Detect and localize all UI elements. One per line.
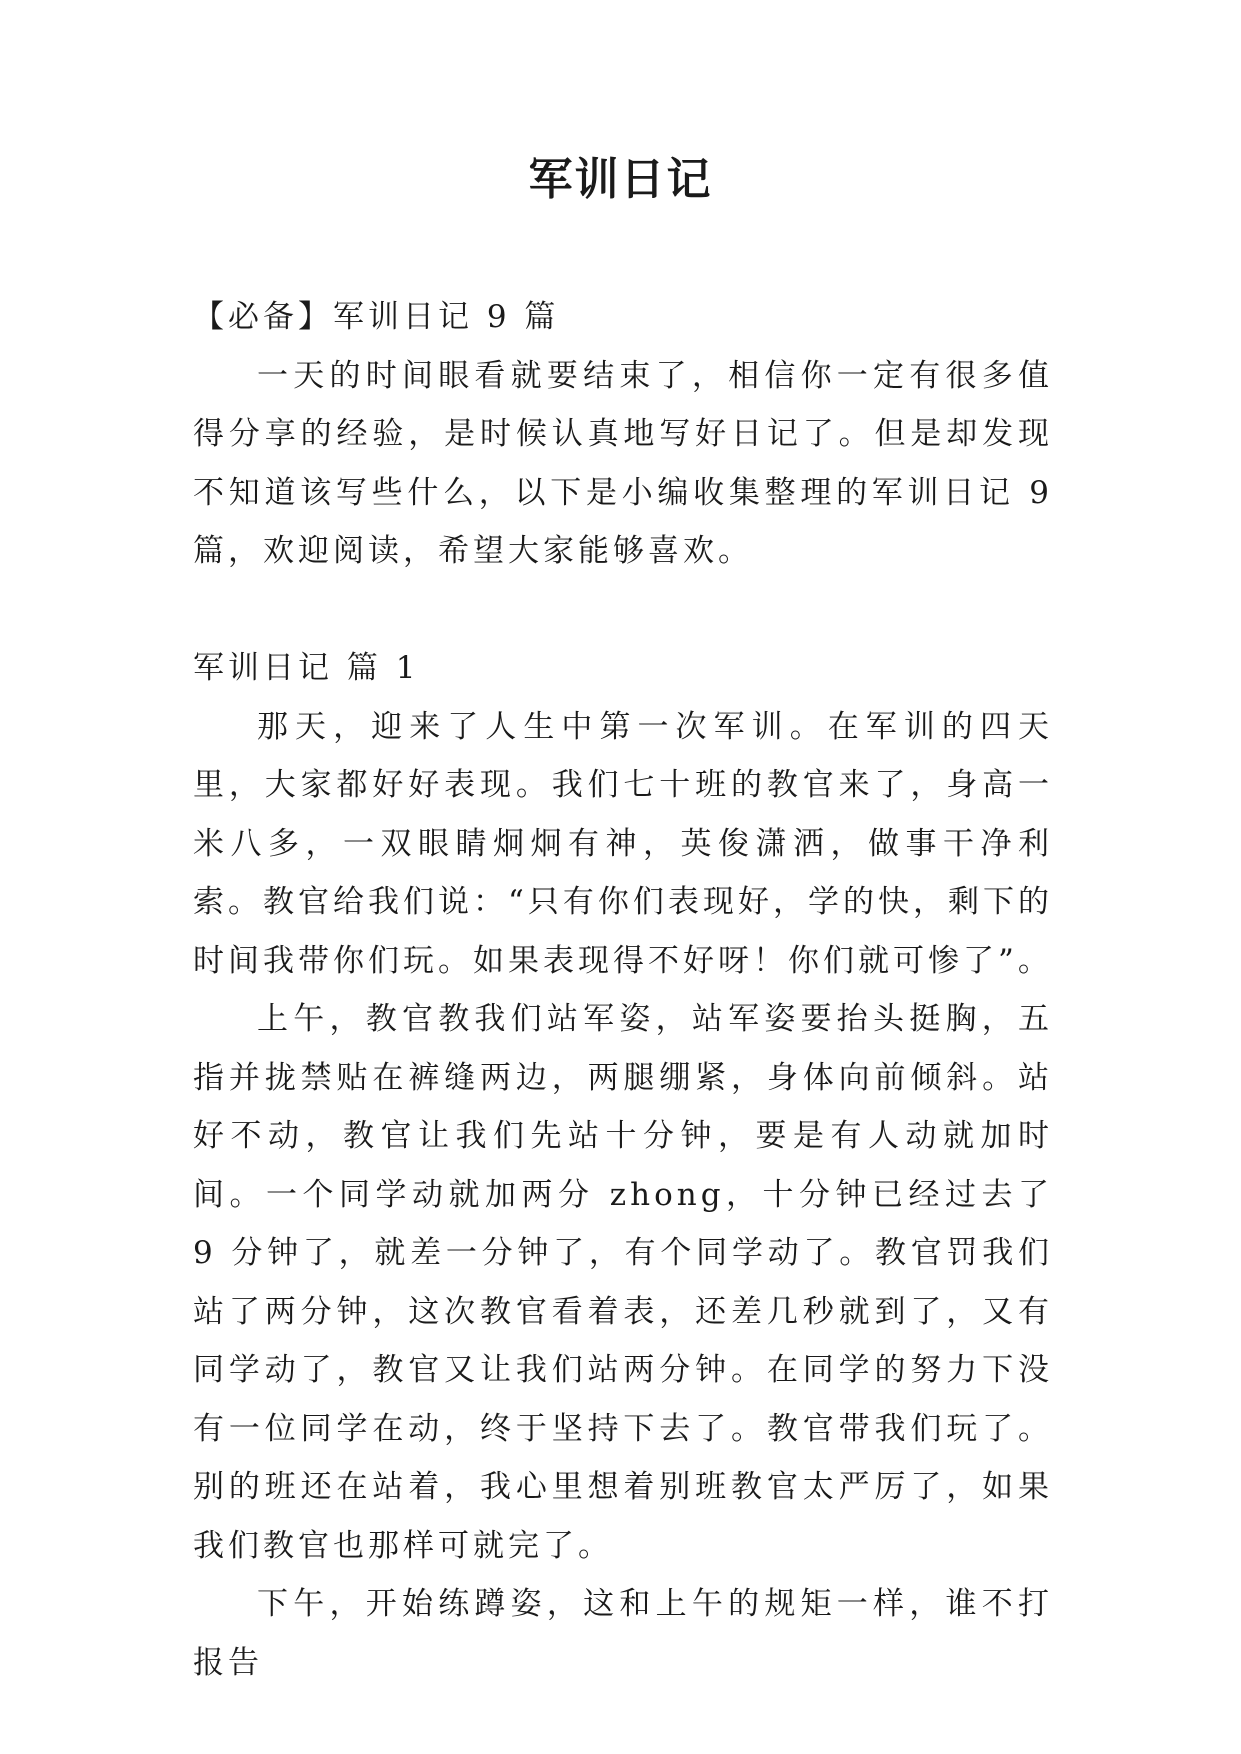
document-body xyxy=(193,288,1053,1692)
section-heading: 军训日记 篇 1 xyxy=(193,650,420,686)
body-paragraph-2: 上午，教官教我们站军姿，站军姿要抬头挺胸，五指并拢禁贴在裤缝两边，两腿绷紧，身体向前倾斜。站好不动，教官让我们先站十分钟，要是有人动就加时间。一个同学动就加两分 zhong，十分钟已经过去了 9 分钟了，就差一分钟了，有个同学动了。教官罚我们站了两分钟，这次教官看着表，还差几秒就到了，又有同学动了，教官又让我们站两分钟。在同学的努力下没有一位同学在动，终于坚持下去了。教官带我们玩了。别的班还在站着，我心里想着别班教官太严厉了，如果我们教官也那样可就完了。 xyxy=(193,1001,1053,1564)
intro-paragraph: 一天的时间眼看就要结束了，相信你一定有很多值得分享的经验，是时候认真地写好日记了。但是却发现不知道该写些什么，以下是小编收集整理的军训日记 9 篇，欢迎阅读，希望大家能够喜欢。 xyxy=(193,357,1053,569)
document-subtitle: 【必备】军训日记 9 篇 xyxy=(193,299,560,335)
document-title: 军训日记 xyxy=(528,154,713,205)
body-paragraph-3: 下午，开始练蹲姿，这和上午的规矩一样，谁不打报告 xyxy=(193,1586,1053,1681)
body-paragraph-1: 那天，迎来了人生中第一次军训。在军训的四天里，大家都好好表现。我们七十班的教官来了，身高一米八多，一双眼睛炯炯有神，英俊潇洒，做事干净利索。教官给我们说：“只有你们表现好，学的快，剩下的时间我带你们玩。如果表现得不好呀！你们就可惨了”。 xyxy=(193,708,1053,979)
section-spacer xyxy=(193,581,1053,640)
